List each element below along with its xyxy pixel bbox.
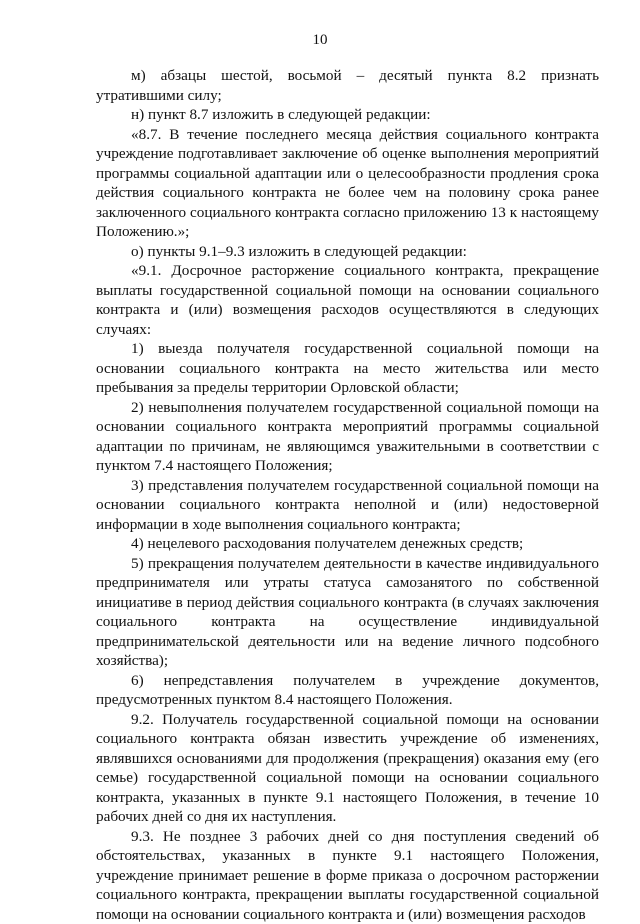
- document-body: [96, 66, 599, 924]
- list-item-6: 6) непредставления получателем в учреждение документов, предусмотренных пунктом 8.4 настоящего Положения.: [96, 671, 599, 710]
- list-item-3: 3) представления получателем государственной социальной помощи на основании социального контракта неполной и (или) недостоверной информации в ходе выполнения социального контракта;: [96, 476, 599, 535]
- list-item-1: 1) выезда получателя государственной социальной помощи на основании социального контракта на место жительства или место пребывания за пределы территории Орловской области;: [96, 339, 599, 398]
- list-item-5: 5) прекращения получателем деятельности в качестве индивидуального предпринимателя или утраты статуса самозанятого по собственной инициативе в период действия социального контракта (в случаях заключения социального контракта на осуществление индивидуальной предпринимательской деятельности или на ведение личного подсобного хозяйства);: [96, 554, 599, 671]
- paragraph-9-2: 9.2. Получатель государственной социальной помощи на основании социального контракта обязан известить учреждение об изменениях, являвшихся основаниями для продолжения (прекращения) оказания ему (его семье) государственной социальной помощи на основании социального контракта, указанных в пункте 9.1 настоящего Положения, в течение 10 рабочих дней со дня их наступления.: [96, 710, 599, 827]
- list-item-4: 4) нецелевого расходования получателем денежных средств;: [96, 534, 599, 554]
- paragraph-m: м) абзацы шестой, восьмой – десятый пункта 8.2 признать утратившими силу;: [96, 66, 599, 105]
- paragraph-n: н) пункт 8.7 изложить в следующей редакции:: [96, 105, 599, 125]
- page-number: 10: [0, 32, 640, 49]
- paragraph-9-3: 9.3. Не позднее 3 рабочих дней со дня поступления сведений об обстоятельствах, указанных в пункте 9.1 настоящего Положения, учреждение принимает решение в форме приказа о досрочном расторжении социального контракта, прекращении выплаты государственной социальной помощи на основании социального контракта и (или) возмещения расходов: [96, 827, 599, 924]
- list-item-2: 2) невыполнения получателем государственной социальной помощи на основании социального контракта мероприятий программы социальной адаптации по причинам, не являющимся уважительными в соответствии с пунктом 7.4 настоящего Положения;: [96, 398, 599, 476]
- paragraph-8-7: «8.7. В течение последнего месяца действия социального контракта учреждение подготавливает заключение об оценке выполнения мероприятий программы социальной адаптации или о целесообразности продления срока действия социального контракта не более чем на половину срока ранее заключенного социального контракта согласно приложению 13 к настоящему Положению.»;: [96, 125, 599, 242]
- paragraph-9-1: «9.1. Досрочное расторжение социального контракта, прекращение выплаты государственной социальной помощи на основании социального контракта и (или) возмещения расходов осуществляются в следующих случаях:: [96, 261, 599, 339]
- paragraph-o: о) пункты 9.1–9.3 изложить в следующей редакции:: [96, 242, 599, 262]
